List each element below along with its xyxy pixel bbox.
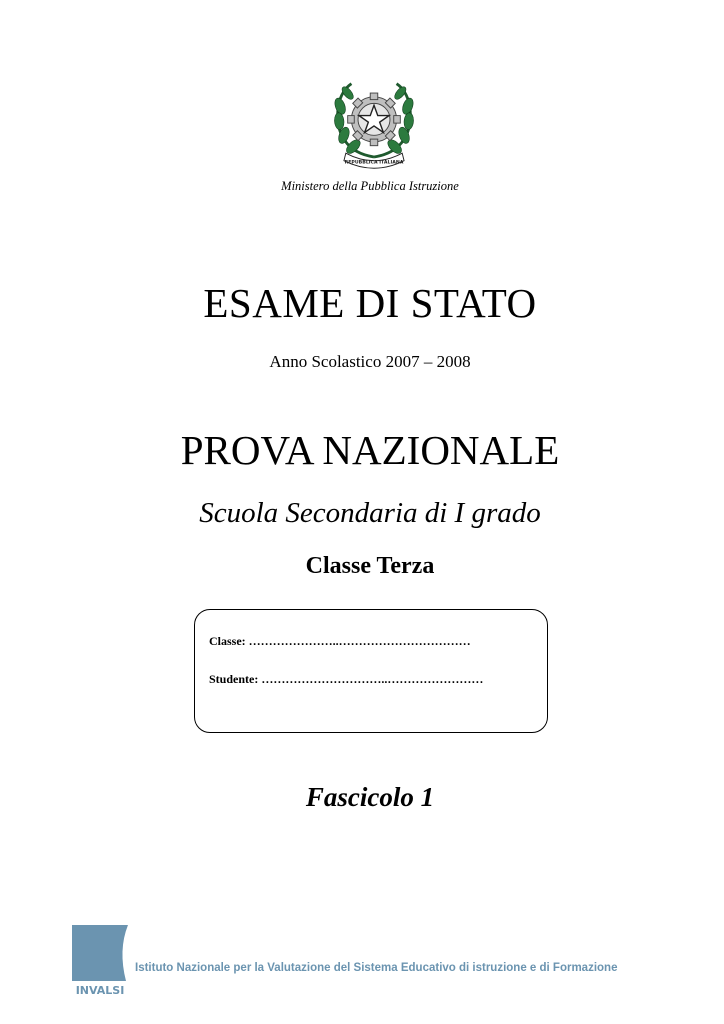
institute-name: Istituto Nazionale per la Valutazione del Sistema Educativo di istruzione e di Formazione bbox=[135, 962, 618, 974]
class-level: Classe Terza bbox=[305, 553, 435, 579]
classe-label: Classe: bbox=[209, 634, 246, 648]
italian-republic-emblem-icon bbox=[327, 78, 421, 172]
ministry-name: Ministero della Pubblica Istruzione bbox=[281, 179, 459, 193]
svg-text:REPUBBLICA ITALIANA: REPUBBLICA ITALIANA bbox=[344, 160, 404, 166]
booklet-number: Fascicolo 1 bbox=[305, 782, 435, 812]
school-year: Anno Scolastico 2007 – 2008 bbox=[269, 352, 471, 371]
exam-title: PROVA NAZIONALE bbox=[180, 427, 560, 473]
studente-dots: …………………………..…………………… bbox=[261, 672, 484, 686]
classe-dots: …………………..…………………………… bbox=[248, 634, 471, 648]
school-level: Scuola Secondaria di I grado bbox=[199, 497, 541, 529]
invalsi-logo-icon bbox=[70, 925, 130, 997]
studente-field[interactable] bbox=[209, 672, 483, 687]
classe-field[interactable] bbox=[209, 634, 471, 649]
page-title: ESAME DI STATO bbox=[203, 280, 537, 326]
student-info-box bbox=[194, 609, 548, 733]
studente-label: Studente: bbox=[209, 672, 259, 686]
svg-text:INVALSI: INVALSI bbox=[75, 984, 125, 997]
